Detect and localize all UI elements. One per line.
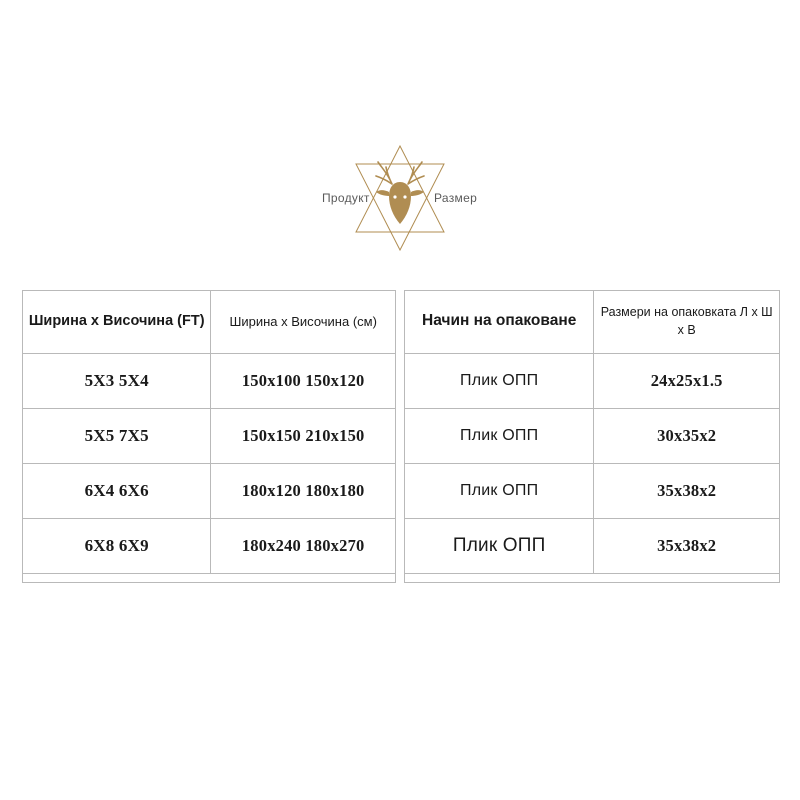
cell-package-dims: 35x38x2 [594,518,779,573]
header-packing-method: Начин на опаковане [405,291,594,353]
cell-packing: Плик ОПП [405,463,594,518]
table-row [23,463,395,518]
table-row [405,408,779,463]
table-row [23,408,395,463]
cell-package-dims: 24x25x1.5 [594,353,779,408]
cell-size-ft: 6X8 6X9 [23,518,211,573]
cell-size-cm: 150x100 150x120 [211,353,395,408]
cell-packing: Плик ОПП [405,518,594,573]
header-width-height-cm: Ширина x Височина (см) [211,291,395,353]
cell-packing: Плик ОПП [405,353,594,408]
cell-size-cm: 180x240 180x270 [211,518,395,573]
size-table [22,290,396,583]
header-package-dimensions: Размери на опаковката Л х Ш х В [594,291,779,353]
table-row [405,463,779,518]
logo-header [0,140,800,260]
table-footer-spacer [23,573,395,594]
cell-size-cm: 150x150 210x150 [211,408,395,463]
table-row [23,518,395,573]
packaging-table [404,290,780,583]
logo-left-label: Продукт [322,191,370,205]
table-header-row [405,291,779,353]
table-header-row [23,291,395,353]
header-width-height-ft: Ширина х Височина (FT) [23,291,211,353]
cell-package-dims: 30x35x2 [594,408,779,463]
table-footer-spacer [405,573,779,594]
cell-size-ft: 5X3 5X4 [23,353,211,408]
logo-right-label: Размер [434,191,478,205]
cell-size-ft: 5X5 7X5 [23,408,211,463]
table-row [405,353,779,408]
table-row [23,353,395,408]
cell-packing: Плик ОПП [405,408,594,463]
table-row [405,518,779,573]
cell-size-ft: 6X4 6X6 [23,463,211,518]
cell-package-dims: 35x38x2 [594,463,779,518]
cell-size-cm: 180x120 180x180 [211,463,395,518]
